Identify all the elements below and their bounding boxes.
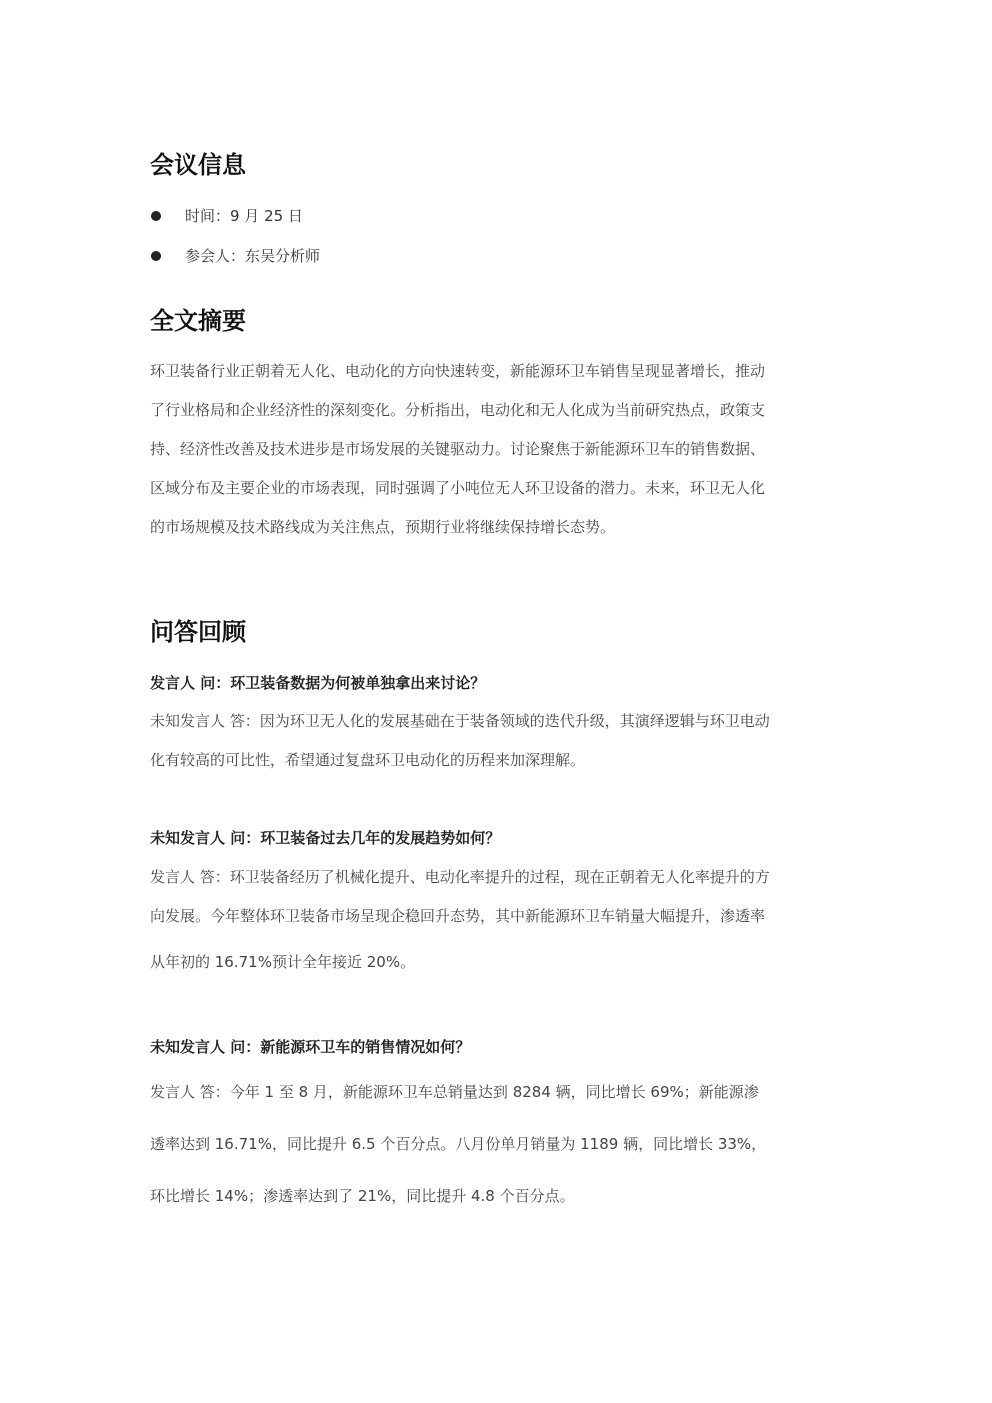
qa-answer xyxy=(150,702,842,780)
bullet-dot-icon xyxy=(151,251,161,261)
summary-section xyxy=(150,306,842,336)
summary-line: 了行业格局和企业经济性的深刻变化。分析指出，电动化和无人化成为当前研究热点，政策支 xyxy=(150,401,766,419)
bullet-dot-icon xyxy=(151,211,161,221)
qa-item xyxy=(150,827,842,849)
qa-answer-line: 发言人 答：今年 1 至 8 月，新能源环卫车总销量达到 8284 辆，同比增长 69%；新能源渗 xyxy=(150,1083,759,1101)
meeting-info-heading: 会议信息 xyxy=(150,151,246,179)
qa-answer xyxy=(150,1066,842,1222)
summary-body xyxy=(150,352,842,547)
meeting-time-text: 时间：9 月 25 日 xyxy=(185,207,303,225)
summary-line: 环卫装备行业正朝着无人化、电动化的方向快速转变，新能源环卫车销售呈现显著增长，推动 xyxy=(150,362,766,380)
qa-answer-line: 未知发言人 答：因为环卫无人化的发展基础在于装备领域的迭代升级，其演绎逻辑与环卫电动 xyxy=(150,712,770,730)
summary-line: 持、经济性改善及技术进步是市场发展的关键驱动力。讨论聚焦于新能源环卫车的销售数据、 xyxy=(150,440,766,458)
qa-question: 未知发言人 问：环卫装备过去几年的发展趋势如何？ xyxy=(150,829,501,847)
qa-answer-line: 化有较高的可比性，希望通过复盘环卫电动化的历程来加深理解。 xyxy=(150,751,586,769)
qa-question: 未知发言人 问：新能源环卫车的销售情况如何？ xyxy=(150,1038,471,1056)
qa-answer xyxy=(150,858,842,936)
qa-item xyxy=(150,1036,842,1058)
qa-answer-line: 向发展。今年整体环卫装备市场呈现企稳回升态势，其中新能源环卫车销量大幅提升，渗透率 xyxy=(150,907,766,925)
qa-answer-line: 环比增长 14%；渗透率达到了 21%，同比提升 4.8 个百分点。 xyxy=(150,1187,575,1205)
summary-line: 区域分布及主要企业的市场表现，同时强调了小吨位无人环卫设备的潜力。未来，环卫无人化 xyxy=(150,479,766,497)
qa-answer-line: 透率达到 16.71%，同比提升 6.5 个百分点。八月份单月销量为 1189 辆，同比增长 33%， xyxy=(150,1135,767,1153)
qa-section xyxy=(150,617,842,647)
qa-item xyxy=(150,672,842,694)
qa-answer-line: 从年初的 16.71%预计全年接近 20%。 xyxy=(150,953,416,971)
summary-heading: 全文摘要 xyxy=(150,307,246,335)
qa-answer-tail xyxy=(150,951,842,973)
qa-heading: 问答回顾 xyxy=(150,618,246,646)
qa-answer-line: 发言人 答：环卫装备经历了机械化提升、电动化率提升的过程，现在正朝着无人化率提升的方 xyxy=(150,868,770,886)
meeting-attendees-text: 参会人：东吴分析师 xyxy=(185,247,321,265)
meeting-info-section xyxy=(150,150,842,180)
qa-question: 发言人 问：环卫装备数据为何被单独拿出来讨论？ xyxy=(150,674,486,692)
summary-line: 的市场规模及技术路线成为关注焦点，预期行业将继续保持增长态势。 xyxy=(150,518,616,536)
